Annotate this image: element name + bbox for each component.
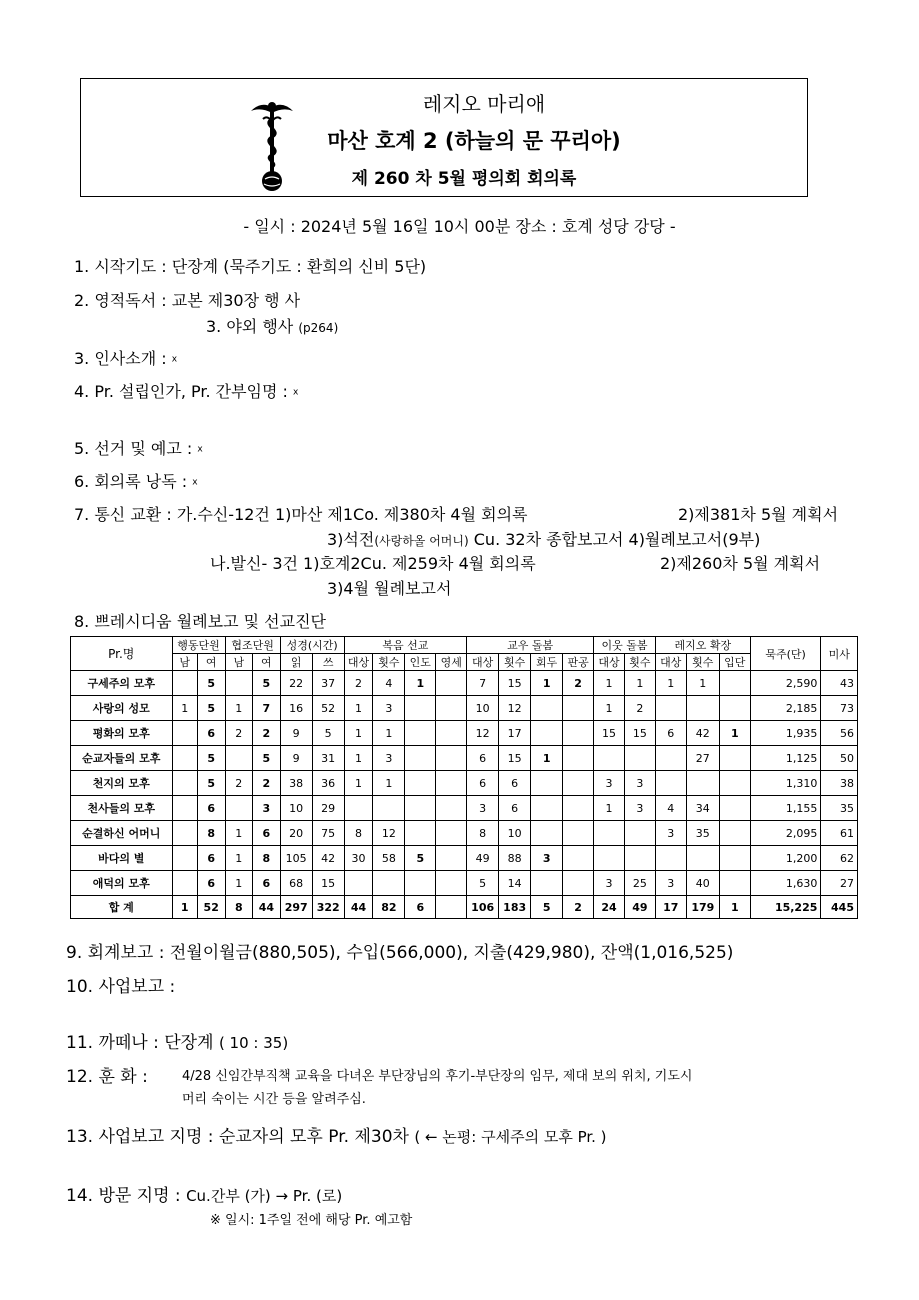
table-cell — [436, 871, 467, 896]
table-cell-pr-name: 사랑의 성모 — [71, 696, 173, 721]
table-cell — [436, 821, 467, 846]
table-cell: 35 — [686, 821, 719, 846]
table-cell: 3 — [531, 846, 563, 871]
table-cell: 9 — [280, 746, 312, 771]
table-row — [71, 671, 858, 696]
item-introductions: 3. 인사소개 : x — [74, 349, 178, 368]
table-cell: 8 — [467, 821, 499, 846]
table-cell: 5 — [197, 746, 225, 771]
table-cell-pr-name: 평화의 모후 — [71, 721, 173, 746]
table-cell — [436, 721, 467, 746]
table-row — [71, 846, 858, 871]
table-cell: 6 — [197, 871, 225, 896]
table-cell: 1 — [344, 696, 373, 721]
table-cell: 2 — [344, 671, 373, 696]
table-cell — [405, 721, 436, 746]
table-cell: 1,125 — [750, 746, 821, 771]
item-praesidium-report: 8. 쁘레시디움 월례보고 및 선교진단 — [74, 612, 326, 631]
table-cell — [225, 746, 253, 771]
table-cell: 1 — [531, 671, 563, 696]
table-cell — [655, 846, 686, 871]
item-minutes-reading: 6. 회의록 낭독 : x — [74, 472, 198, 491]
table-cell: 5 — [467, 871, 499, 896]
table-cell: 2 — [225, 771, 253, 796]
item-visit-designation: 14. 방문 지명 : Cu.간부 (가) → Pr. (로) — [66, 1186, 343, 1206]
table-row — [71, 771, 858, 796]
table-cell: 15 — [312, 871, 344, 896]
table-cell-pr-name: 순교자들의 모후 — [71, 746, 173, 771]
table-cell: 105 — [280, 846, 312, 871]
table-cell: 6 — [253, 871, 281, 896]
table-cell: 2,095 — [750, 821, 821, 846]
table-cell: 7 — [467, 671, 499, 696]
col-sub-header: 대상 — [467, 654, 499, 671]
table-cell: 35 — [821, 796, 858, 821]
table-cell: 1 — [373, 721, 405, 746]
table-cell: 44 — [344, 896, 373, 919]
table-cell — [172, 771, 197, 796]
table-cell: 15,225 — [750, 896, 821, 919]
table-cell: 1 — [719, 896, 750, 919]
table-cell — [594, 821, 625, 846]
table-cell: 34 — [686, 796, 719, 821]
meeting-dateline: - 일시 : 2024년 5월 16일 10시 00분 장소 : 호계 성당 강당 - — [243, 217, 676, 236]
table-cell: 31 — [312, 746, 344, 771]
table-cell — [373, 871, 405, 896]
table-cell — [563, 796, 594, 821]
col-pr-name: Pr.명 — [71, 637, 173, 671]
table-cell — [436, 771, 467, 796]
table-cell: 3 — [373, 696, 405, 721]
col-sub-header: 여 — [197, 654, 225, 671]
table-cell: 42 — [312, 846, 344, 871]
table-cell: 6 — [197, 796, 225, 821]
table-cell — [719, 796, 750, 821]
table-cell: 1 — [686, 671, 719, 696]
table-cell: 6 — [655, 721, 686, 746]
table-cell — [624, 821, 655, 846]
table-cell: 2 — [225, 721, 253, 746]
table-cell: 15 — [499, 671, 531, 696]
table-cell: 6 — [405, 896, 436, 919]
table-cell — [686, 696, 719, 721]
table-cell: 3 — [624, 796, 655, 821]
col-sub-header: 읽 — [280, 654, 312, 671]
col-group-parishioner-care: 교우 돌봄 — [467, 637, 594, 654]
header-box — [80, 78, 808, 197]
table-cell — [373, 796, 405, 821]
table-cell: 37 — [312, 671, 344, 696]
item-opening-prayer: 1. 시작기도 : 단장계 (묵주기도 : 환희의 신비 5단) — [74, 257, 427, 276]
table-cell — [563, 846, 594, 871]
table-cell: 68 — [280, 871, 312, 896]
table-cell — [405, 871, 436, 896]
table-cell-pr-name: 바다의 별 — [71, 846, 173, 871]
table-cell — [172, 721, 197, 746]
table-cell — [436, 796, 467, 821]
table-cell: 5 — [405, 846, 436, 871]
table-cell: 8 — [344, 821, 373, 846]
table-cell: 1 — [531, 746, 563, 771]
item-correspondence-send-c: 3)4월 월례보고서 — [327, 579, 452, 598]
table-cell: 1 — [344, 746, 373, 771]
table-cell: 27 — [821, 871, 858, 896]
table-cell — [172, 821, 197, 846]
table-cell: 2 — [253, 771, 281, 796]
table-cell — [344, 796, 373, 821]
table-cell: 1 — [225, 846, 253, 871]
table-cell — [655, 746, 686, 771]
table-cell: 62 — [821, 846, 858, 871]
table-cell: 5 — [312, 721, 344, 746]
col-mass: 미사 — [821, 637, 858, 671]
table-cell: 1 — [719, 721, 750, 746]
table-cell — [405, 696, 436, 721]
table-cell — [225, 671, 253, 696]
table-cell: 106 — [467, 896, 499, 919]
item-allocutio: 12. 훈 화 : — [66, 1067, 148, 1087]
table-cell: 6 — [467, 771, 499, 796]
table-cell: 4 — [373, 671, 405, 696]
item-allocutio-line2: 머리 숙이는 시간 등을 알려주심. — [182, 1092, 366, 1107]
table-cell: 17 — [655, 896, 686, 919]
table-cell: 20 — [280, 821, 312, 846]
table-cell: 12 — [373, 821, 405, 846]
col-sub-header: 횟수 — [373, 654, 405, 671]
table-cell — [531, 696, 563, 721]
table-cell — [436, 746, 467, 771]
col-sub-header: 횟수 — [624, 654, 655, 671]
table-cell — [624, 746, 655, 771]
table-cell — [594, 746, 625, 771]
table-cell: 43 — [821, 671, 858, 696]
table-cell-pr-name: 천사들의 모후 — [71, 796, 173, 821]
table-cell: 2,590 — [750, 671, 821, 696]
table-cell — [531, 821, 563, 846]
table-cell: 6 — [197, 846, 225, 871]
table-row — [71, 696, 858, 721]
table-cell: 40 — [686, 871, 719, 896]
col-group-active: 행동단원 — [172, 637, 225, 654]
table-cell: 3 — [253, 796, 281, 821]
table-cell: 1 — [405, 671, 436, 696]
table-cell-pr-name: 순결하신 어머니 — [71, 821, 173, 846]
table-cell — [563, 871, 594, 896]
table-cell: 2 — [563, 671, 594, 696]
table-cell: 58 — [373, 846, 405, 871]
table-cell: 52 — [197, 896, 225, 919]
col-sub-header: 횟수 — [499, 654, 531, 671]
table-cell — [531, 771, 563, 796]
table-cell: 322 — [312, 896, 344, 919]
table-cell — [563, 721, 594, 746]
table-cell: 22 — [280, 671, 312, 696]
item-visit-note: ※ 일시: 1주일 전에 해당 Pr. 예고함 — [210, 1213, 413, 1228]
table-cell: 10 — [467, 696, 499, 721]
table-cell — [686, 846, 719, 871]
table-cell: 3 — [373, 746, 405, 771]
item-correspondence-send-b: 2)제260차 5월 계획서 — [660, 554, 821, 573]
table-cell: 4 — [655, 796, 686, 821]
col-sub-header: 대상 — [655, 654, 686, 671]
col-sub-header: 남 — [172, 654, 197, 671]
table-row — [71, 796, 858, 821]
table-cell — [719, 671, 750, 696]
table-cell: 1 — [344, 721, 373, 746]
table-cell: 38 — [280, 771, 312, 796]
item-correspondence-recv-b: 2)제381차 5월 계획서 — [678, 505, 839, 524]
table-cell — [344, 871, 373, 896]
table-cell: 52 — [312, 696, 344, 721]
table-cell: 8 — [253, 846, 281, 871]
table-cell: 1 — [655, 671, 686, 696]
col-sub-header: 대상 — [594, 654, 625, 671]
table-cell: 179 — [686, 896, 719, 919]
table-total-row — [71, 896, 858, 919]
table-cell — [436, 671, 467, 696]
table-cell: 3 — [467, 796, 499, 821]
table-cell: 5 — [197, 696, 225, 721]
col-group-evangelization: 복음 선교 — [344, 637, 466, 654]
table-cell: 5 — [253, 746, 281, 771]
table-cell: 1 — [225, 696, 253, 721]
table-cell — [719, 846, 750, 871]
table-cell: 7 — [253, 696, 281, 721]
col-group-auxiliary: 협조단원 — [225, 637, 280, 654]
table-cell: 2 — [624, 696, 655, 721]
table-cell — [172, 671, 197, 696]
item-report-designation: 13. 사업보고 지명 : 순교자의 모후 Pr. 제30차 ( ← 논평: 구세주의 모후 Pr. ) — [66, 1127, 607, 1147]
table-cell: 88 — [499, 846, 531, 871]
col-sub-header: 영세 — [436, 654, 467, 671]
table-cell: 36 — [312, 771, 344, 796]
header-curia: 마산 호계 2 (하늘의 문 꾸리아) — [327, 129, 621, 153]
col-sub-header: 회두 — [531, 654, 563, 671]
table-cell: 6 — [499, 771, 531, 796]
table-cell: 15 — [594, 721, 625, 746]
table-cell — [405, 746, 436, 771]
col-rosary: 묵주(단) — [750, 637, 821, 671]
table-cell: 2 — [253, 721, 281, 746]
table-cell: 1 — [172, 896, 197, 919]
table-cell — [172, 746, 197, 771]
table-cell: 297 — [280, 896, 312, 919]
table-cell-pr-name: 애덕의 모후 — [71, 871, 173, 896]
table-cell: 1 — [594, 671, 625, 696]
table-cell: 56 — [821, 721, 858, 746]
table-cell: 25 — [624, 871, 655, 896]
table-cell — [405, 771, 436, 796]
table-cell: 15 — [624, 721, 655, 746]
table-row — [71, 746, 858, 771]
table-cell: 1 — [594, 696, 625, 721]
table-cell — [686, 771, 719, 796]
header-meeting: 제 260 차 5월 평의회 회의록 — [351, 169, 577, 189]
table-cell: 6 — [253, 821, 281, 846]
table-cell: 14 — [499, 871, 531, 896]
table-cell: 49 — [624, 896, 655, 919]
table-row — [71, 821, 858, 846]
table-cell: 3 — [655, 871, 686, 896]
table-cell: 1 — [594, 796, 625, 821]
table-cell: 29 — [312, 796, 344, 821]
table-cell: 1 — [225, 871, 253, 896]
item-catena: 11. 까떼나 : 단장계 ( 10 : 35) — [66, 1033, 289, 1053]
table-cell — [531, 721, 563, 746]
item-correspondence: 7. 통신 교환 : 가.수신-12건 1)마산 제1Co. 제380차 4월 회의록 — [74, 505, 528, 524]
table-cell — [655, 696, 686, 721]
col-sub-header: 판공 — [563, 654, 594, 671]
col-sub-header: 여 — [253, 654, 281, 671]
table-cell — [719, 871, 750, 896]
header-title: 레지오 마리애 — [422, 92, 546, 116]
table-cell: 61 — [821, 821, 858, 846]
item-pr-approval: 4. Pr. 설립인가, Pr. 간부임명 : x — [74, 382, 299, 401]
col-group-expansion: 레지오 확장 — [655, 637, 750, 654]
table-cell — [563, 746, 594, 771]
table-cell — [719, 746, 750, 771]
table-cell: 8 — [197, 821, 225, 846]
table-cell-pr-name: 구세주의 모후 — [71, 671, 173, 696]
col-sub-header: 남 — [225, 654, 253, 671]
table-cell: 1 — [344, 771, 373, 796]
table-cell: 16 — [280, 696, 312, 721]
table-cell — [172, 871, 197, 896]
item-spiritual-reading-sub: 3. 야외 행사 (p264) — [206, 317, 339, 336]
table-cell: 42 — [686, 721, 719, 746]
table-cell: 5 — [197, 671, 225, 696]
table-cell: 82 — [373, 896, 405, 919]
table-cell: 15 — [499, 746, 531, 771]
table-row — [71, 871, 858, 896]
table-cell — [719, 821, 750, 846]
table-cell — [436, 696, 467, 721]
col-sub-header: 대상 — [344, 654, 373, 671]
table-cell — [719, 696, 750, 721]
table-cell — [594, 846, 625, 871]
table-cell — [655, 771, 686, 796]
item-correspondence-send-a: 나.발신- 3건 1)호계2Cu. 제259차 4월 회의록 — [210, 554, 536, 573]
table-cell: 183 — [499, 896, 531, 919]
table-cell: 27 — [686, 746, 719, 771]
table-cell: 38 — [821, 771, 858, 796]
table-cell: 30 — [344, 846, 373, 871]
table-cell: 1 — [373, 771, 405, 796]
table-cell — [436, 896, 467, 919]
table-cell: 6 — [467, 746, 499, 771]
table-cell — [225, 796, 253, 821]
table-cell: 3 — [594, 771, 625, 796]
col-group-bible: 성경(시간) — [280, 637, 344, 654]
table-cell: 24 — [594, 896, 625, 919]
table-cell: 3 — [594, 871, 625, 896]
table-cell: 3 — [655, 821, 686, 846]
col-group-neighbor-care: 이웃 돌봄 — [594, 637, 656, 654]
table-cell: 10 — [280, 796, 312, 821]
table-cell: 6 — [197, 721, 225, 746]
table-cell — [531, 796, 563, 821]
table-cell-pr-name: 합 계 — [71, 896, 173, 919]
table-cell — [719, 771, 750, 796]
table-cell: 5 — [531, 896, 563, 919]
table-cell — [405, 821, 436, 846]
table-cell: 75 — [312, 821, 344, 846]
table-cell: 1,155 — [750, 796, 821, 821]
table-cell: 12 — [499, 696, 531, 721]
col-sub-header: 쓰 — [312, 654, 344, 671]
table-cell: 12 — [467, 721, 499, 746]
table-cell — [436, 846, 467, 871]
table-cell-pr-name: 천지의 모후 — [71, 771, 173, 796]
table-cell: 1 — [172, 696, 197, 721]
table-cell: 49 — [467, 846, 499, 871]
table-cell — [405, 796, 436, 821]
table-cell: 17 — [499, 721, 531, 746]
table-cell — [172, 796, 197, 821]
table-cell: 73 — [821, 696, 858, 721]
praesidium-report-table — [70, 636, 858, 919]
table-cell: 1 — [624, 671, 655, 696]
item-allocutio-line1: 4/28 신임간부직책 교육을 다녀온 부단장님의 후기-부단장의 임무, 제대 보의 위치, 기도시 — [182, 1069, 693, 1084]
table-row — [71, 721, 858, 746]
item-correspondence-recv-c: 3)석전(사랑하올 어머니) Cu. 32차 종합보고서 4)월례보고서(9부) — [327, 530, 761, 549]
col-sub-header: 입단 — [719, 654, 750, 671]
table-cell — [563, 821, 594, 846]
table-cell — [531, 871, 563, 896]
item-business-report: 10. 사업보고 : — [66, 977, 176, 997]
table-cell: 1,630 — [750, 871, 821, 896]
table-cell: 8 — [225, 896, 253, 919]
col-sub-header: 횟수 — [686, 654, 719, 671]
table-cell: 44 — [253, 896, 281, 919]
table-cell: 5 — [197, 771, 225, 796]
item-election: 5. 선거 및 예고 : x — [74, 439, 203, 458]
col-sub-header: 인도 — [405, 654, 436, 671]
item-spiritual-reading: 2. 영적독서 : 교본 제30장 행 사 — [74, 291, 301, 310]
table-cell — [563, 771, 594, 796]
table-cell — [172, 846, 197, 871]
table-cell — [624, 846, 655, 871]
table-cell: 1,200 — [750, 846, 821, 871]
table-cell: 9 — [280, 721, 312, 746]
table-cell: 1,935 — [750, 721, 821, 746]
table-cell: 1 — [225, 821, 253, 846]
table-cell: 5 — [253, 671, 281, 696]
table-cell: 2,185 — [750, 696, 821, 721]
table-cell: 2 — [563, 896, 594, 919]
item-accounting: 9. 회계보고 : 전월이월금(880,505), 수입(566,000), 지출(429,980), 잔액(1,016,525) — [66, 943, 734, 963]
table-cell — [563, 696, 594, 721]
table-cell: 3 — [624, 771, 655, 796]
table-cell: 445 — [821, 896, 858, 919]
table-cell: 1,310 — [750, 771, 821, 796]
table-cell: 6 — [499, 796, 531, 821]
table-cell: 50 — [821, 746, 858, 771]
table-cell: 10 — [499, 821, 531, 846]
